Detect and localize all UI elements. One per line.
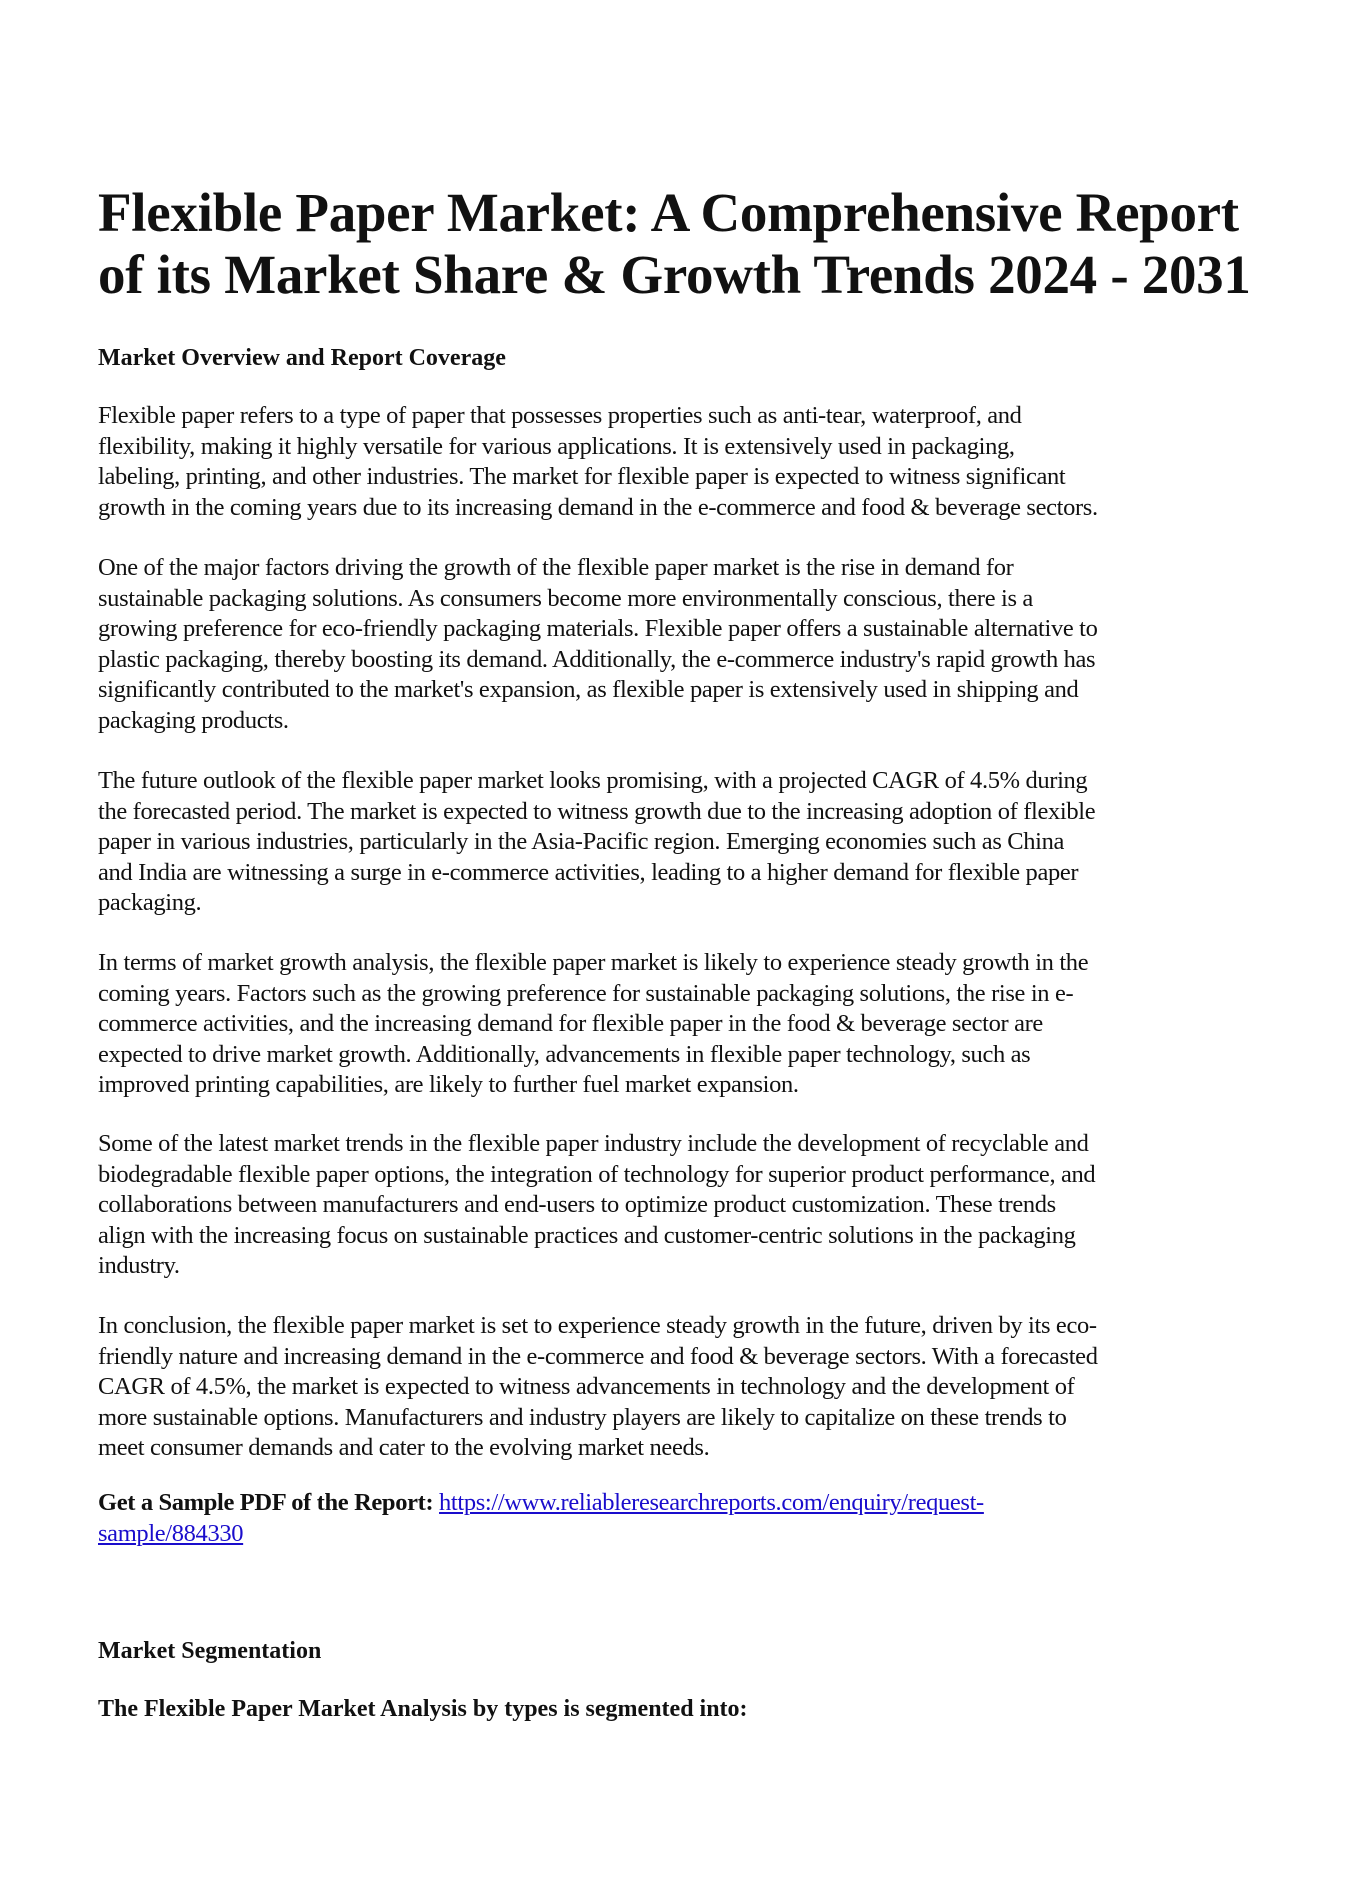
- paragraph-line: and India are witnessing a surge in e-commerce activities, leading to a higher demand for flexible paper: [98, 858, 1079, 886]
- paragraph-line: friendly nature and increasing demand in the e-commerce and food & beverage sectors. With a forecasted: [98, 1342, 1098, 1370]
- title-line: of its Market Share & Growth Trends 2024 - 2031: [98, 244, 1251, 305]
- paragraph-line: Flexible paper refers to a type of paper that possesses properties such as anti-tear, waterproof, and: [98, 402, 1022, 429]
- paragraph-line: packaging.: [98, 889, 202, 917]
- paragraph-line: align with the increasing focus on sustainable practices and customer-centric solutions in the packaging: [98, 1221, 1076, 1249]
- paragraph-line: One of the major factors driving the growth of the flexible paper market is the rise in demand for: [98, 554, 1014, 581]
- paragraph-line: plastic packaging, thereby boosting its demand. Additionally, the e-commerce industry's rapid growth has: [98, 645, 1096, 673]
- paragraph-line: meet consumer demands and cater to the evolving market needs.: [98, 1434, 710, 1462]
- paragraph-line: In conclusion, the flexible paper market is set to experience steady growth in the future, driven by its eco-: [98, 1312, 1097, 1339]
- paragraph-line: expected to drive market growth. Additionally, advancements in flexible paper technology, such as: [98, 1040, 1031, 1068]
- paragraph-line: CAGR of 4.5%, the market is expected to witness advancements in technology and the development of: [98, 1373, 1075, 1401]
- paragraph-line: commerce activities, and the increasing demand for flexible paper in the food & beverage sector are: [98, 1010, 1043, 1038]
- paragraph-line: labeling, printing, and other industries. The market for flexible paper is expected to witness significant: [98, 463, 1066, 491]
- page-title: [98, 182, 1258, 306]
- paragraph-line: flexibility, making it highly versatile for various applications. It is extensively used in packaging,: [98, 432, 1015, 460]
- paragraph-line: the forecasted period. The market is expected to witness growth due to the increasing adoption of flexible: [98, 797, 1096, 825]
- paragraph-conclusion: [98, 1311, 1258, 1464]
- paragraph-overview: [98, 401, 1258, 523]
- paragraph-line: packaging products.: [98, 706, 289, 734]
- sample-pdf-link-continued[interactable]: sample/884330: [98, 1519, 244, 1547]
- paragraph-line: sustainable packaging solutions. As consumers become more environmentally conscious, there is a: [98, 584, 1033, 612]
- paragraph-line: growing preference for eco-friendly packaging materials. Flexible paper offers a sustainable alternative to: [98, 615, 1098, 643]
- types-heading: The Flexible Paper Market Analysis by types is segmented into:: [98, 1696, 748, 1722]
- paragraph-drivers: [98, 553, 1258, 737]
- paragraph-line: paper in various industries, particularly in the Asia-Pacific region. Emerging economies such as China: [98, 828, 1065, 856]
- paragraph-line: In terms of market growth analysis, the flexible paper market is likely to experience steady growth in the: [98, 949, 1089, 976]
- paragraph-line: coming years. Factors such as the growing preference for sustainable packaging solutions, the rise in e-: [98, 979, 1074, 1007]
- paragraph-growth-analysis: [98, 948, 1258, 1101]
- segmentation-heading: Market Segmentation: [98, 1638, 322, 1664]
- overview-heading: Market Overview and Report Coverage: [98, 345, 506, 371]
- paragraph-line: Some of the latest market trends in the flexible paper industry include the development of recyclable and: [98, 1130, 1089, 1157]
- paragraph-line: improved printing capabilities, are likely to further fuel market expansion.: [98, 1071, 799, 1099]
- paragraph-line: industry.: [98, 1252, 180, 1280]
- paragraph-line: biodegradable flexible paper options, the integration of technology for superior product performance, and: [98, 1160, 1096, 1188]
- paragraph-line: collaborations between manufacturers and end-users to optimize product customization. These trends: [98, 1191, 1056, 1219]
- paragraph-line: growth in the coming years due to its increasing demand in the e-commerce and food & beverage sectors.: [98, 493, 1098, 521]
- paragraph-line: The future outlook of the flexible paper market looks promising, with a projected CAGR of 4.5% during: [98, 767, 1088, 794]
- paragraph-trends: [98, 1129, 1258, 1282]
- paragraph-line: significantly contributed to the market's expansion, as flexible paper is extensively used in shipping and: [98, 676, 1079, 704]
- sample-pdf-section: [98, 1488, 984, 1549]
- sample-pdf-link[interactable]: https://www.reliableresearchreports.com/enquiry/request-: [439, 1489, 984, 1516]
- paragraph-line: more sustainable options. Manufacturers and industry players are likely to capitalize on these trends to: [98, 1403, 1067, 1431]
- sample-pdf-label: Get a Sample PDF of the Report:: [98, 1489, 434, 1516]
- paragraph-outlook: [98, 766, 1258, 919]
- title-line: Flexible Paper Market: A Comprehensive Report: [98, 182, 1239, 243]
